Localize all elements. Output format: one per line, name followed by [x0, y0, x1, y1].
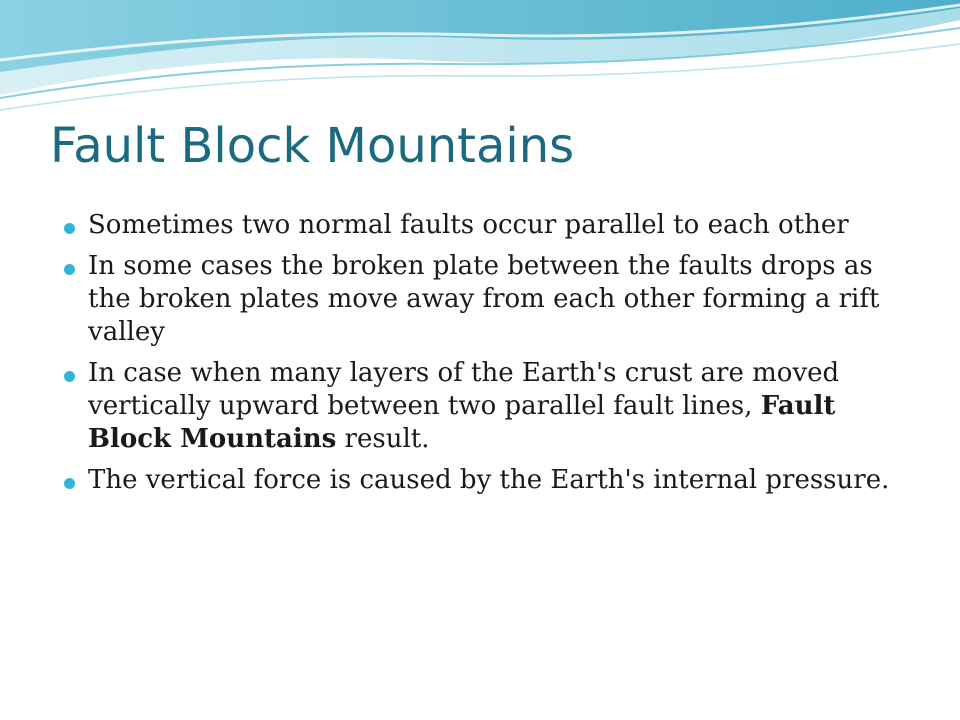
- bullet-item: [64, 250, 894, 349]
- bullet-text: [88, 358, 839, 454]
- bullet-text: In some cases the broken plate between the faults drops as the broken plates move away from each other forming a rift valley: [88, 251, 880, 347]
- wave-banner: [0, 0, 960, 120]
- bullet-item: [64, 357, 894, 456]
- bullet-text-bold: Fault Block Mountains: [88, 391, 836, 454]
- bullet-text-after: result.: [336, 424, 430, 454]
- bullet-item: [64, 209, 894, 242]
- bullet-text: Sometimes two normal faults occur parallel to each other: [88, 210, 849, 240]
- bullet-dot-icon: [64, 371, 75, 382]
- bullet-text-before: In case when many layers of the Earth's crust are moved vertically upward between two parallel fault lines,: [88, 358, 840, 421]
- bullet-item: [64, 464, 894, 497]
- bullet-dot-icon: [64, 264, 75, 275]
- bullet-list: [64, 209, 894, 505]
- bullet-dot-icon: [64, 478, 75, 489]
- bullet-dot-icon: [64, 223, 75, 234]
- slide-title: Fault Block Mountains: [50, 118, 575, 174]
- bullet-text: The vertical force is caused by the Earth's internal pressure.: [88, 465, 890, 495]
